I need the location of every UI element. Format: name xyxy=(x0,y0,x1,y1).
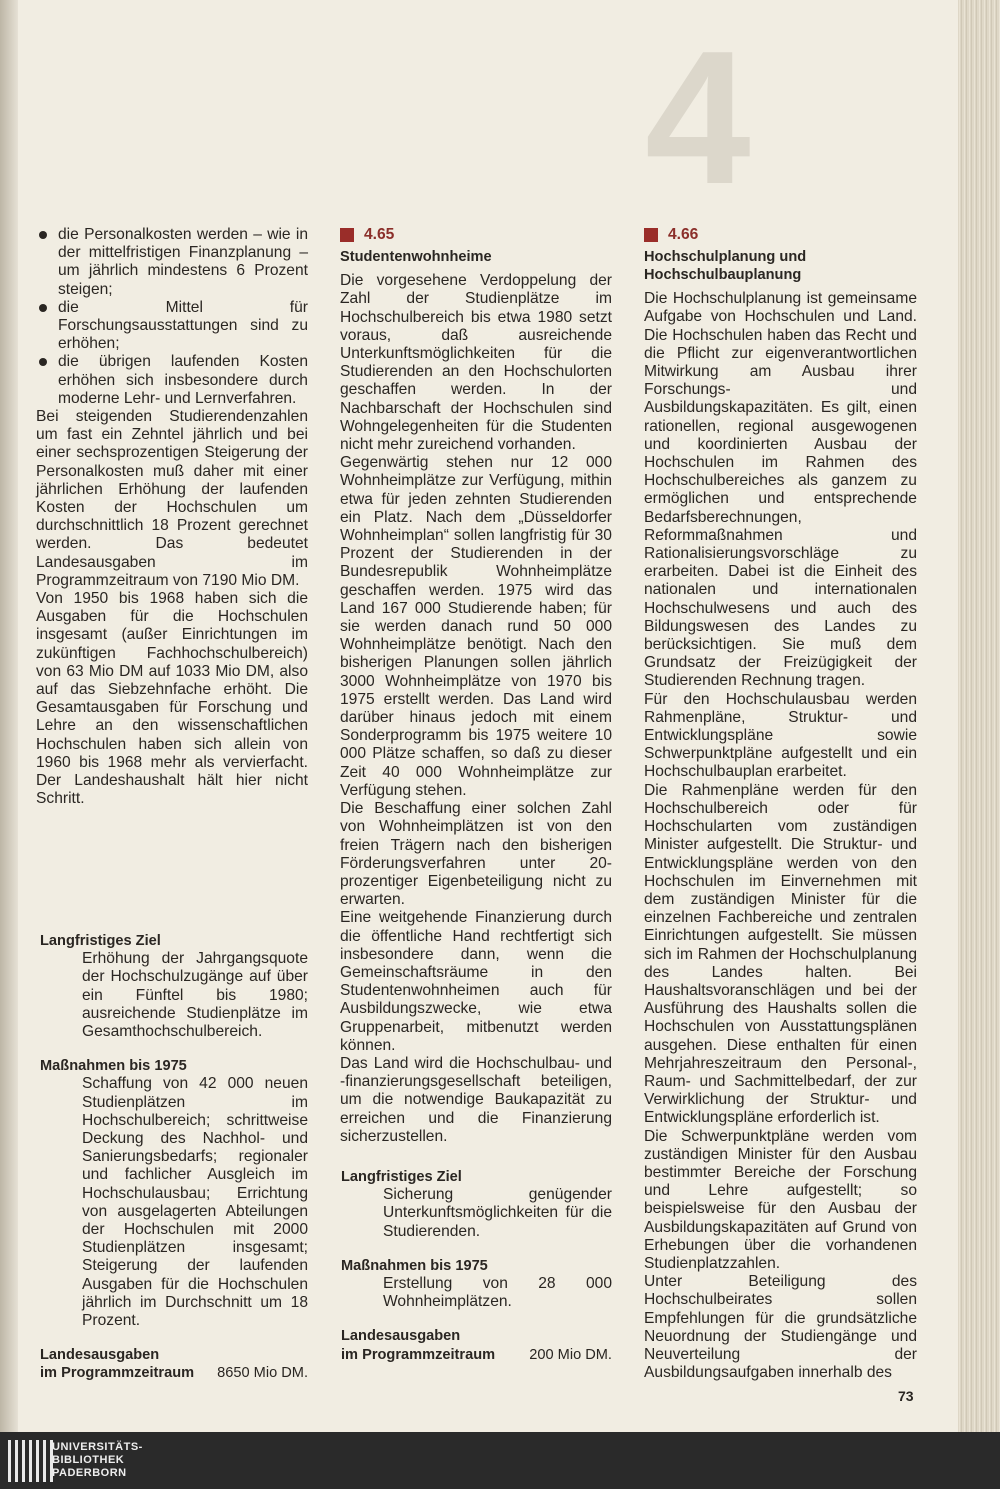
section-title: Hochschulplanung und Hochschulbauplanung xyxy=(644,249,807,284)
ziel-heading: Langfristiges Ziel xyxy=(40,933,161,949)
paragraph: Von 1950 bis 1968 haben sich die Ausgaben für die Hochschulen insgesamt (außer Einrichtungen im zukünftigen Fachhochschulbereich) von 63 Mio DM auf 1033 Mio DM, also auf das Siebzehnfache erhöht. Die Gesamtausgaben für Forschung und Lehre an den wissenschaftlichen Hochschulen haben sich allein von 1960 bis 1968 mehr als vervierfacht. Der Landeshaushalt hält hier nicht Schritt. xyxy=(36,590,308,808)
column-2 xyxy=(340,226,612,1363)
paragraph: Die Rahmenpläne werden für den Hochschulbereich oder für Hochschularten vom zuständigen Minister aufgestellt. Die Struktur- und Entwicklungspläne werden von den Hochschulen im Einvernehmen mit dem zuständigen Minister für die einzelnen Fachbereiche und zentralen Einrichtungen aufgestellt. Sie müssen sich im Rahmen der Hochschulplanung des Landes halten. Bei Haushaltsvoranschlägen und bei der Ausführung des Haushalts sollen die Hochschulen von Ausstattungsplänen ausgehen. Diese enthalten für einen Mehrjahreszeitraum den Personal-, Raum- und Sachmittelbedarf, der zur Verwirklichung der Struktur- und Entwicklungspläne erforderlich ist. xyxy=(644,781,917,1127)
bullet-dot-icon xyxy=(39,304,47,312)
ausgaben-value: 8650 Mio DM. xyxy=(217,1365,308,1382)
column-3 xyxy=(644,226,917,1382)
ausgaben-label-2: im Programmzeitraum xyxy=(40,1365,195,1382)
ziel-text: Erhöhung der Jahrgangsquote der Hochschulzugänge auf über ein Fünftel bis 1980; ausreichende Studienplätze im Gesamthochschulbereich. xyxy=(82,950,308,1041)
section-marker-icon xyxy=(340,228,354,242)
paragraph: Die vorgesehene Verdoppelung der Zahl der Studienplätze im Hochschulbereich bis etwa 1980 setzt voraus, daß ausreichende Unterkunftsmöglichkeiten für die Studierenden an den Hochschulorten geschaffen werden. In der Nachbarschaft der Hochschulen sind Wohngelegenheiten für die Studenten nicht mehr zureichend vorhanden. xyxy=(340,272,612,454)
massnahmen-heading: Maßnahmen bis 1975 xyxy=(40,1058,187,1075)
paragraph: Die Beschaffung einer solchen Zahl von Wohnheimplätzen ist von den freien Trägern nach den bisherigen Förderungsverfahren unter 20-prozentiger Eigenbeteiligung nicht zu erwarten. xyxy=(340,800,612,909)
ziel-text: Sicherung genügender Unterkunftsmöglichkeiten für die Studierenden. xyxy=(383,1186,612,1240)
bullet-item: die Mittel für Forschungsausstattungen sind zu erhöhen; xyxy=(36,299,308,354)
page-number: 73 xyxy=(898,1388,914,1404)
ausgaben-label: Landesausgaben xyxy=(341,1328,461,1345)
paragraph: Für den Hochschulausbau werden Rahmenpläne, Struktur- und Entwicklungspläne sowie Schwerpunktpläne aufgestellt und ein Hochschulbauplan erarbeitet. xyxy=(644,690,917,781)
section-marker-icon xyxy=(644,228,658,242)
footer-bar xyxy=(0,1432,1000,1489)
section-heading xyxy=(340,226,612,244)
bullet-item: die übrigen laufenden Kosten erhöhen sich insbesondere durch moderne Lehr- und Lernverfahren. xyxy=(36,353,308,408)
page-stack-edge xyxy=(958,0,1000,1432)
paragraph: Eine weitgehende Finanzierung durch die öffentliche Hand rechtfertigt sich insbesondere dann, wenn die Gemeinschaftsräume in den Studentenwohnheimen auch für Ausbildungszwecke, wie etwa Gruppenarbeit, mitbenutzt werden können. xyxy=(340,909,612,1054)
column-1 xyxy=(36,226,308,1382)
paragraph: Bei steigenden Studierendenzahlen um fast ein Zehntel jährlich und bei einer sechsprozentigen Steigerung der Personalkosten muß daher mit einer jährlichen Erhöhung der laufenden Kosten der Hochschulen um durchschnittlich 18 Prozent gerechnet werden. Das bedeutet Landesausgaben im Programmzeitraum von 7190 Mio DM. xyxy=(36,408,308,589)
section-title: Studentenwohnheime xyxy=(340,249,492,266)
paragraph: Gegenwärtig stehen nur 12 000 Wohnheimplätze zur Verfügung, mithin etwa für jeden zehnten Studierenden ein Platz. Nach dem „Düsseldorfer Wohnheimplan“ sollen langfristig für 30 Prozent der Studierenden in der Bundesrepublik Wohnheimplätze geschaffen werden. 1975 wird das Land 167 000 Studierende haben; für sie werden danach rund 50 000 Wohnheimplätze benötigt. Nach den bisherigen Planungen sollen jährlich 3000 Wohnheimplätze von 1970 bis 1975 erstellt werden. Das Land wird darüber hinaus jedoch mit einem Sonderprogramm bis 1975 weitere 10 000 Plätze schaffen, so daß zu dieser Zeit 40 000 Wohnheimplätze zur Verfügung stehen. xyxy=(340,454,612,799)
ziel-heading: Langfristiges Ziel xyxy=(341,1169,462,1185)
massnahmen-text: Erstellung von 28 000 Wohnheimplätzen. xyxy=(383,1275,612,1311)
ausgaben-value: 200 Mio DM. xyxy=(529,1346,612,1363)
paragraph: Die Hochschulplanung ist gemeinsame Aufgabe von Hochschulen und Land. Die Hochschulen haben das Recht und die Pflicht zur eigenverantwortlichen Mitwirkung am Ausbau ihrer Forschungs- und Ausbildungskapazitäten. Es gilt, einen rationellen, regional ausgewogenen und koordinierten Ausbau der Hochschulen im Rahmen des Hochschulbereiches als ganzem zu ermöglichen und entsprechende Bedarfsberechnungen, Reformmaßnahmen und Rationalisierungsvorschläge zu erarbeiten. Dabei ist die Einheit des nationalen und internationalen Hochschulwesens und auch des Bildungswesen des Landes zu berücksichtigen. Sie muß dem Grundsatz der Freizügigkeit der Studierenden Rechnung tragen. xyxy=(644,290,917,690)
paragraph: Das Land wird die Hochschulbau- und -finanzierungsgesellschaft beteiligen, um die notwendige Baukapazität zu erreichen und die Finanzierung sicherzustellen. xyxy=(340,1054,612,1145)
chapter-number: 4 xyxy=(645,12,747,224)
bullet-dot-icon xyxy=(39,231,47,239)
ausgaben-label: Landesausgaben xyxy=(40,1347,160,1364)
paragraph: Unter Beteiligung des Hochschulbeirates sollen Empfehlungen für die grundsätzliche Neuordnung der Studiengänge und Neuverteilung der Ausbildungsaufgaben innerhalb des xyxy=(644,1273,917,1382)
section-number: 4.65 xyxy=(364,226,395,243)
massnahmen-heading: Maßnahmen bis 1975 xyxy=(341,1257,488,1274)
section-number: 4.66 xyxy=(668,226,699,243)
library-logo-icon xyxy=(8,1440,53,1482)
bullet-dot-icon xyxy=(39,358,47,366)
paragraph: Die Schwerpunktpläne werden vom zuständigen Minister für den Ausbau bestimmter Bereiche der Forschung und Lehre aufgestellt; so beispielsweise für den Ausbau der Ausbildungskapazitäten auf Grund von Erhebungen über die vorhandenen Studienplatzzahlen. xyxy=(644,1127,917,1272)
section-heading xyxy=(644,226,917,244)
page-gutter-shadow xyxy=(0,0,18,1432)
bullet-item: die Personalkosten werden – wie in der mittelfristigen Finanzplanung – um jährlich mindestens 6 Prozent steigen; xyxy=(36,226,308,299)
ausgaben-label-2: im Programmzeitraum xyxy=(341,1346,496,1363)
library-logo-text: UNIVERSITÄTS- BIBLIOTHEK PADERBORN xyxy=(52,1441,143,1479)
massnahmen-text: Schaffung von 42 000 neuen Studienplätzen im Hochschulbereich; schrittweise Deckung des Nachhol- und Sanierungsbedarfs; regionaler und fachlicher Ausgleich im Hochschulausbau; Errichtung von ausgelagerten Abteilungen der Hochschulen mit 2000 Studienplätzen insgesamt; Steigerung der laufenden Ausgaben für die Hochschulen jährlich im Durchschnitt um 18 Prozent. xyxy=(82,1075,308,1330)
